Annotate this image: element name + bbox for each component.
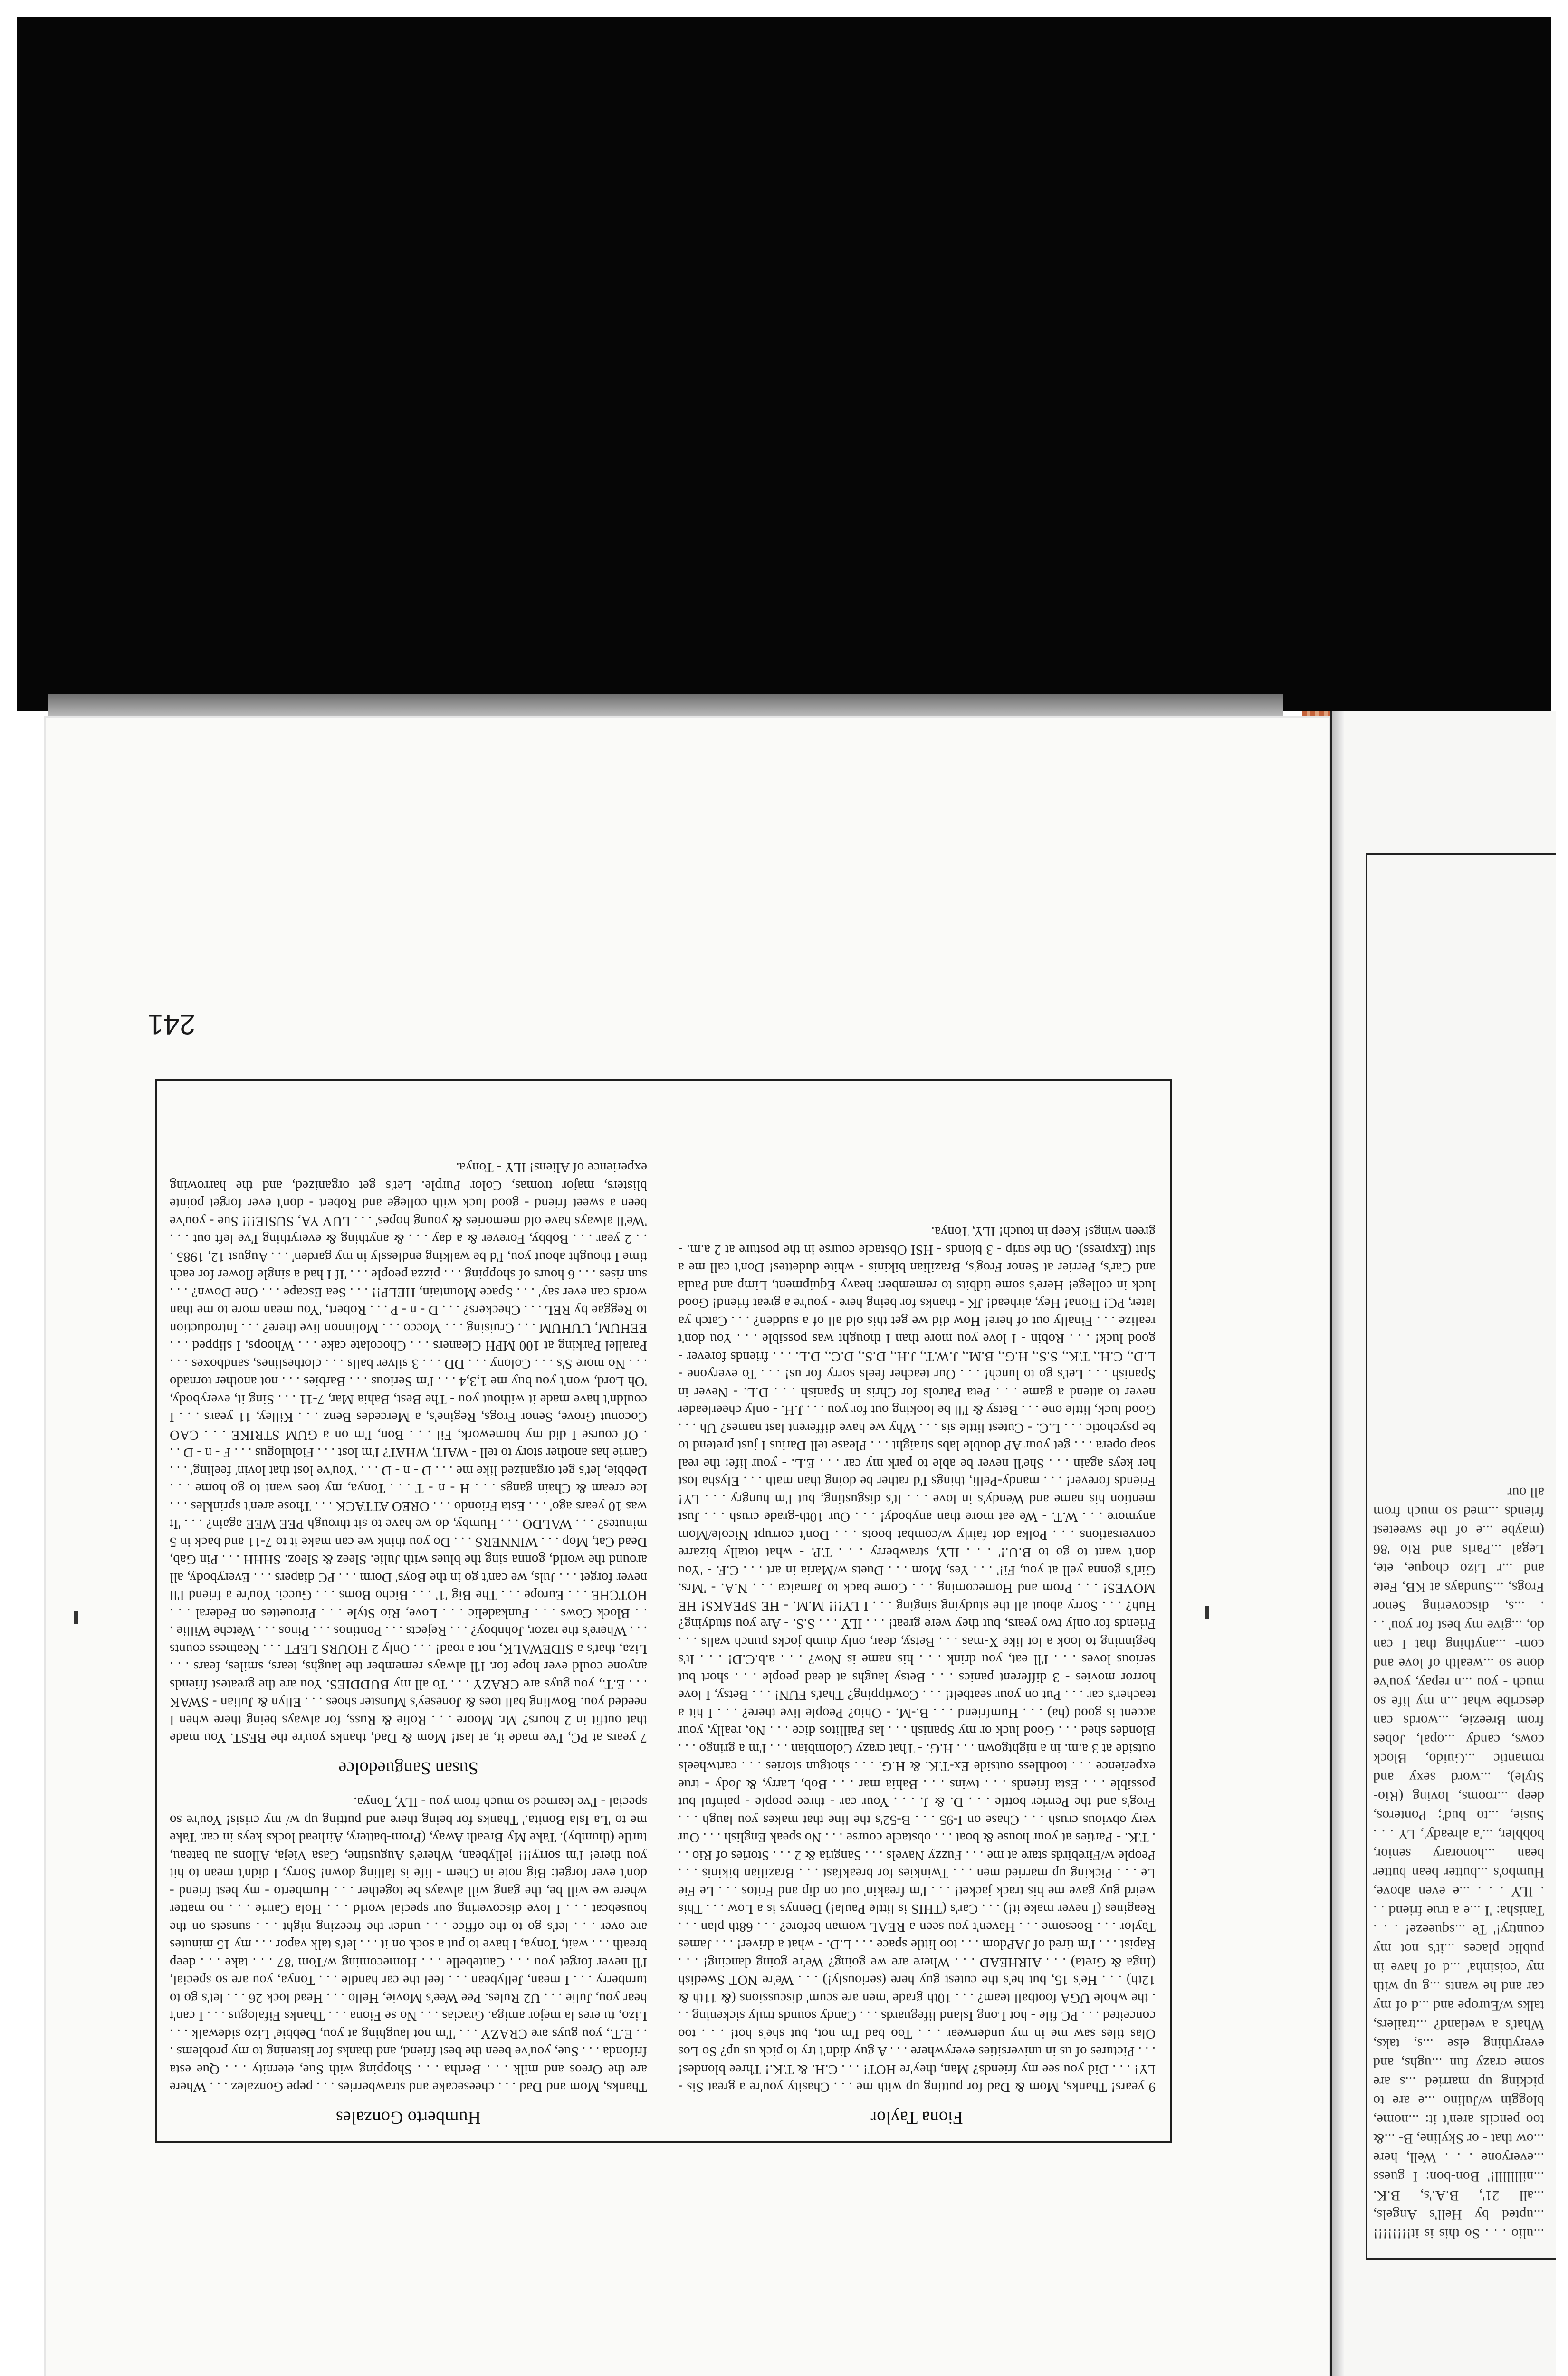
scanner-background-band xyxy=(17,17,1551,711)
page-spine-shadow xyxy=(1332,711,1344,2376)
entry-text: 7 years at PC, I've made it, at last! Mom & Dad, thanks you're the BEST. You made that outfit in 2 hours? Mr. Moore . . . Rolie & Russ, for always being there when I needed you. Bowling ball toes & Jonesey's Munster shoes . . . Ellyn & Julian - SWAK . . . E.T., you guys are CRAZY . . . To all my BUDDIES. You are the greatest friends anyone could ever hope for. I'll always remember the laughs, tears, smiles, fears . . . Liza, that's a SIDEWALK, not a road! . . . Only 2 HOURS LEFT . . . Neatness counts . . . Where's the razor, Johnboy? . . . Rejects . . . Pontinos . . . Pinos . . . Wetche Willie . . . Block Cows . . . Funkadelic . . . Love, Rio Style . . . Pirouettes on Federal . . . HOTCHE . . . Europe . . . The Big '1' . . . Bicho Boms . . . Gucci. You're a friend I'll never forget . . . Juls, we can't go in the Boys' Dorm . . . PC diapers . . . Everybody, all around the world, gonna sing the blues with Julie. Sleez & Sleoz. SHHH . . . Pin Gab, Dead Cat, Mop . . . WINNERS . . . Do you think we can make it to 7-11 and back in 5 minutes? . . . WALDO . . . Humby, do we have to sit through PEE WEE again? . . . 'It was 10 years ago' . . . Esta Friondo . . . OREO ATTACK . . . Those aren't sprinkles . . . Ice cream & Chain gangs . . . H - n - T . . . Tonya, my toes want to go home . . . Debbie, let's get organized like me . . . D - n - D . . . 'You've lost that lovin' feeling' . . . Carrie has another story to tell - WAIT, WHAT? I'm lost . . . Fiolulogus . . . F - n - D . . . Of course I did my homework, Fil . . . Bon, I'm on a GUM STRIKE . . . CAO Coconut Grove, Senor Frogs, Regine's, a Mercedes Benz . . . Killey, 11 years . . . I couldn't have made it without you - The Best, Bahia Mar, 7-11 . . . Sing it, everybody, 'Oh Lord, won't you buy me 1,3,4 . . . I'm Serious . . . Barbies . . . not another tornado . . . No more S's . . . Colony . . . DD . . . 3 silver balls . . . clotheslines, sandboxes . . . Parallel Parking at 100 MPH Cleaners . . . Chocolate cake . . . Whoops, I slipped . . . EEHUM, UUHUM . . . Cruising . . . Mocco . . . Molinnon live there? . . . Introduction to Reggae by REL . . . Checkers? . . . D - n - P . . . Robert, 'You mean more to me than words can ever say' . . . Space Mountain, HELP!! . . . Sea Escape . . . One Down? . . . sun rises . . . 6 hours of shopping . . . pizza people . . . 'If I had a single flower for each time I thought about you, I'd be walking endlessly in my garden' . . . August 12, 1985 . . . 2 year . . . Bobby, Forever & a day . . . & anything & everything I've left out . . . 'We'll always have old memories & young hopes' . . . LUV YA, SUSIE!!! Sue - you've been a sweet friend - good luck with college and Robert - don't ever forget pointe blisters, major tromas, Color Purple. Let's get organized, and the harrowing experience of Aliens! ILY - Tonya. xyxy=(170,1160,647,1746)
facing-page-text-box xyxy=(1366,853,1556,2260)
entry-text: Thanks, Mom and Dad . . . cheesecake and strawberries . . . pepe Gonzalez . . . Where are the Oreos and milk . . . Bertha . . . Shopping with Sue, eternity . . . Que esta frifonda . . . Sue, you've been the best friend, and thanks for listening to my problems . . . E.T., you guys are CRAZY . . . 'I'm not laughing at you, Debbie' Lizo sidewalk . . . Lizo, tu eres la mejor amiga. Gracias . . . No se Fiona . . . Thanks Fifalogus . . . I can't hear you, Julie . . . U2 Rules. Pee Wee's Movie, Hello . . . Head lock 26 . . . let's go to turnberry . . . I mean, Jellybean . . . feel the car handle . . . Tonya, you are so special, I'll never forget you . . . Cantebelle . . . Homecoming w/Tom '87 . . . take . . . deep breath . . . wait, Tonya, I have to put a sock on it . . . let's talk vapor . . . my 15 minutes are over . . . let's go to the office . . . under the freezing night . . . sunsets on the housebcat . . . I love discovering our special world . . . Hola Carrie . . . no matter where we will be, the gang will always be together . . . Humberto - my best friend - don't ever forget: Big note in Chem - life is falling down! Sorry, I didn't mean to hit you there! I'm sorry!!! jellybean, Where's Augustine, Casa Vieja, Allons au bateau, turtle (thumby). Take My Breath Away, (Prom-battery, Airhead locks keys in car. Take me to 'La Isla Bonita.' Thanks for being there and putting up w/ my crisis! You're so special - I've learned so much from you - ILY, Tonya. xyxy=(170,1794,647,2095)
entry-name: Fiona Taylor xyxy=(870,2108,963,2127)
senior-entries-box xyxy=(155,1079,1172,2143)
facing-page-text: ...ulio . . . So this is it!!!!!!!! ...upted by Hell's Angels, ...all 21', B.A.'s, B.K. ...nilllllll!' Bon-bon: I guess ...everyone . . . Well, here ...ow that - or Skyline, B- ...& too pencils aren't it: ...nome, bloggin w/Julino ...e are to picking up married ...s are some crazy fun ...ughs, and everything else ...s, taks, What's a wetland? ...trailers, talks w/Europe and ...d of my car and he wants ...g up with my 'coisinha' ...d of have in public places ...it's not my country!' Te ...squeeze! . . . Tanisha: 'I ...e a true friend . . . ILY . . . ...e even above, Humbo's ...butter bean butter bean ...honorary senior, bobbler, ...'a already', LY . . . Susie, ...to bud'; Ponteros, deep ...rooms, loving (Rio-Style), ...word sexy and romantic ...Guido, Block cows, candy ...opal, Jobes from Breezie, ...words can describe what ...n my life so much - you ...n repay, you've done so ...wealth of love and com- ...anything that I can do, ...give my best for you' . . . ...s, discovering Senor Frogs, ...Sundays at KB, Fete and ...r Lizo choque, ete, Legal ...Paris and Rio '86 (maybe ...e of the sweetest friends ...med so much from all our xyxy=(1373,1485,1544,2242)
page-number: 241 xyxy=(147,1008,195,1040)
entry-fiona-taylor xyxy=(678,1220,1156,2130)
entry-text: 9 years! Thanks, Mom & Dad for putting up with me . . . Chasity you're a great Sis - LY! . . . Did you see my friends? Man, they're HOT! . . . C.H. & T.K.! Three blondes! . . . Pictures of us in universities everywhere . . . A guy didn't try to pick us up? So Los Olas tiles saw me in my underwear . . . Too bad I'm not, but she's hot! . . . too conceited . . . PC file - hot Long Island lifeguards . . . Candy sounds truly sickening . . . the whole UGA football team? . . . 10th grade 'men are scum' discussions (& 11th & 12th) . . . He's 15, but he's the cutest guy here (seriously!) . . . We're NOT Swedish (Inga & Greta) . . . AIRHEAD . . . Where are we going? We're going dancing! . . . Rapist . . . I'm tired of JAPdom . . . too little space . . . L.D. - what a driver! . . . James Taylor . . . Boesome . . . Haven't you seen a REAL woman before? . . . 68th plan . . . Reagines (I never make it!) . . . Car's (THIS is little Paula!) Dennys is a Low . . . This weird guy gave me his track jacket! . . . I'm freakin' out on dip and Fritos . . . Le Fie Le . . . Picking up married men . . . Twinkies for breakfast . . . Brazilian bikinis . . . People w/Firebirds stare at me . . . Fuzzy Navels . . . Sangria & 2 . . . Stories of Rio . . . T.K. - Parties at your house & boat . . . obstacle course . . . No speak English . . . Our very obvious crush . . . Chase on I-95 . . . B-52's the line that makes you laugh . . . Frog's and the Perrier bottle . . . D. & J. . . . Your car - three people - painful but possible . . . Esta friends . . . twins . . . Bahia mar . . . Bob, Larry, & Jody - true experience . . . toothless outside Ex-T.K. & H.G. . . . shotgun stories . . . cartwheels outside at 3 a.m. in a nightgown . . . H.G. - That crazy Colombian . . . I'm a gringo . . . Blondes shed . . . Good luck or my Spanish . . . las Paillitos dice . . . No, really, your accent is good (ha) . . . Humfriend . . . B.-M. - Ohio? People live there? . . . I hit a teacher's car . . . Put on your seatbelt! . . . Cowtipping? That's FUN! . . . Betsy, I love horror movies - 3 different panics . . . Betsy laughs at dead people . . . short but serious loves . . . I'll eat, you drink . . . his name is Now? . . . a.b.C.D! . . . It's beginning to look a lot like X-mas . . . Betsy, dear, only dumb jocks punch walls . . . Friends for only two years, but they were great! . . . ILY . . . S.S. - Are you studying? Huh? . . . Sorry about all the studying singing . . . I LY!!! M.M. - HE SPEAKS! HE MOVES! . . . Prom and Homecoming . . . Come back to Jamaica . . . N.A. - 'Mrs. Girl's gonna yell at you, Fi!' . . . Yes, Mom . . . Duets w/Maria in art . . . C.F. - 'You don't want to go to B.U.!' . . . ILY, strawberry . . . T.P. - what totally bizarre conversations . . . Polka dot fairly w/combat boots . . . Don't corrupt Nicole/Mom anymore . . . W.T. - We eat more than anybody! . . . Our 10th-grade crush . . . Just mention his name and Wendy's in love . . . It's disgusting, but I'm hungry . . . LY! Friends forever! . . . mandy-Pelli, things I'd rather be doing than math . . . Elysha lost her keys again . . . She'll never be able to park my car . . . E.L. - your life: the real soap opera . . . get your AP double labs straight . . . Please tell Darius I just pretend to be psychotic . . . L.C. - Cutest little sis . . . Why we have different last names? Uh . . . Good luck, little one . . . Betsy & I'll be looking out for you . . . J.H. - only cheerleader never to attend a game . . . Peta Patrols for Chris in Spanish . . . D.L. - Never in Spanish . . . Let's go to lunch! . . . Our teacher feels sorry for us! . . . To everyone - L.D., C.H., T.K., S.S., H.G., B.M., J.W.T., J.H., D.S., D.C., D.L. . . . friends forever - good luck! . . . Robin - I love you more than I thought was possible . . . You don't realize . . . Finally out of here! How did we get this old all of a sudden? . . . Catch ya later, PC! Fiona! Hey, airhead! JK - thanks for being here - you're a great friend! Good luck in college! Here's some tidbits to remember: heavy Equipment, Limp and Paula and Car's, Perrier at Senor Frog's, Brazilian bikinis - white dudettes! Don't call me a slut (Express). On the strip - 3 blonds - HSI Obstacle course in the posture at 2 a.m. - green wings! Keep in touch! ILY, Tonya. xyxy=(678,1224,1156,2095)
entry-name: Susan Sanguedolce xyxy=(338,1758,478,1778)
facing-page xyxy=(1330,711,1556,2376)
entry-name: Humberto Gonzales xyxy=(336,2108,481,2127)
rotated-page-content xyxy=(46,718,1329,2376)
entry-column-right xyxy=(170,1156,647,2130)
yearbook-page xyxy=(46,718,1329,2376)
